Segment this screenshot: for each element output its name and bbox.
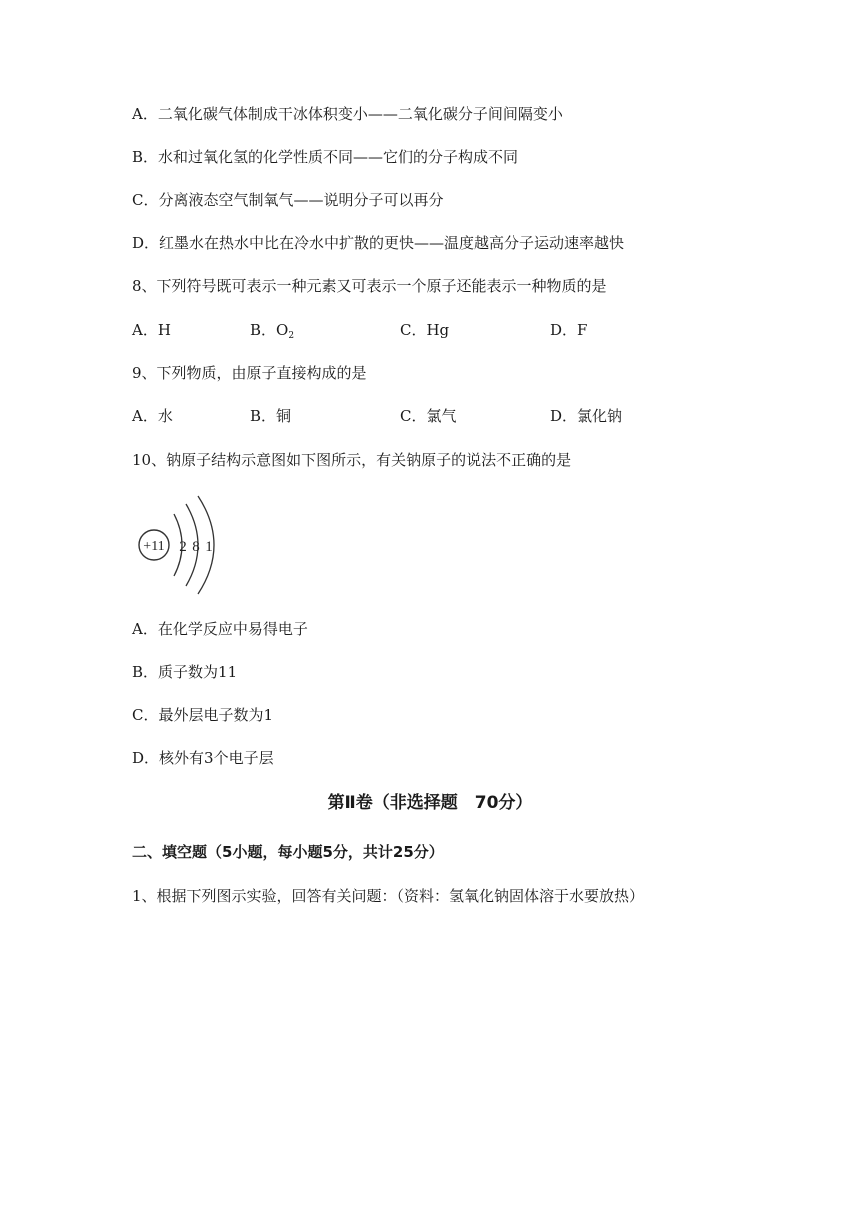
q8-option-d: D．F	[550, 321, 588, 339]
q10-stem: 10、钠原子结构示意图如下图所示，有关钠原子的说法不正确的是	[132, 451, 572, 469]
q9-option-d: D．氯化钠	[550, 407, 623, 425]
part2-title: 第Ⅱ卷（非选择题 70分）	[327, 793, 533, 813]
shell-1-electrons: 2	[179, 539, 187, 555]
q9-option-b: B．铜	[250, 407, 292, 425]
q10-option-c: C．最外层电子数为1	[132, 706, 274, 724]
shell-3-electrons: 1	[205, 539, 213, 555]
q9-option-c: C．氯气	[400, 407, 457, 425]
q8-stem: 8、下列符号既可表示一种元素又可表示一个原子还能表示一种物质的是	[132, 277, 607, 295]
part2-q1-stem: 1、根据下列图示实验，回答有关问题：（资料：氢氧化钠固体溶于水要放热）	[132, 887, 645, 905]
q7-option-a: A．二氧化碳气体制成干冰体积变小——二氧化碳分子间间隔变小	[132, 105, 563, 123]
q8-option-b-text: B．O	[250, 321, 289, 339]
q7-option-b: B．水和过氧化氢的化学性质不同——它们的分子构成不同	[132, 148, 519, 166]
shell-2-electrons: 8	[192, 539, 200, 555]
q8-option-b-subscript: 2	[288, 331, 295, 341]
q9-option-a: A．水	[132, 407, 173, 425]
q9-options	[132, 406, 732, 426]
sodium-atom-diagram	[134, 490, 224, 595]
q8-option-c: C．Hg	[400, 321, 450, 339]
q10-option-a: A．在化学反应中易得电子	[132, 620, 308, 638]
fill-in-section-heading: 二、填空题（5小题，每小题5分，共计25分）	[132, 843, 444, 861]
q8-option-b	[250, 320, 294, 346]
q9-stem: 9、下列物质，由原子直接构成的是	[132, 364, 367, 382]
q8-options	[132, 320, 732, 340]
q7-option-c: C．分离液态空气制氧气——说明分子可以再分	[132, 191, 444, 209]
nucleus-label: +11	[143, 539, 165, 554]
q10-option-d: D．核外有3个电子层	[132, 749, 274, 767]
q7-option-d: D．红墨水在热水中比在冷水中扩散的更快——温度越高分子运动速率越快	[132, 234, 625, 252]
q10-option-b: B．质子数为11	[132, 663, 238, 681]
q8-option-a: A．H	[132, 321, 171, 339]
